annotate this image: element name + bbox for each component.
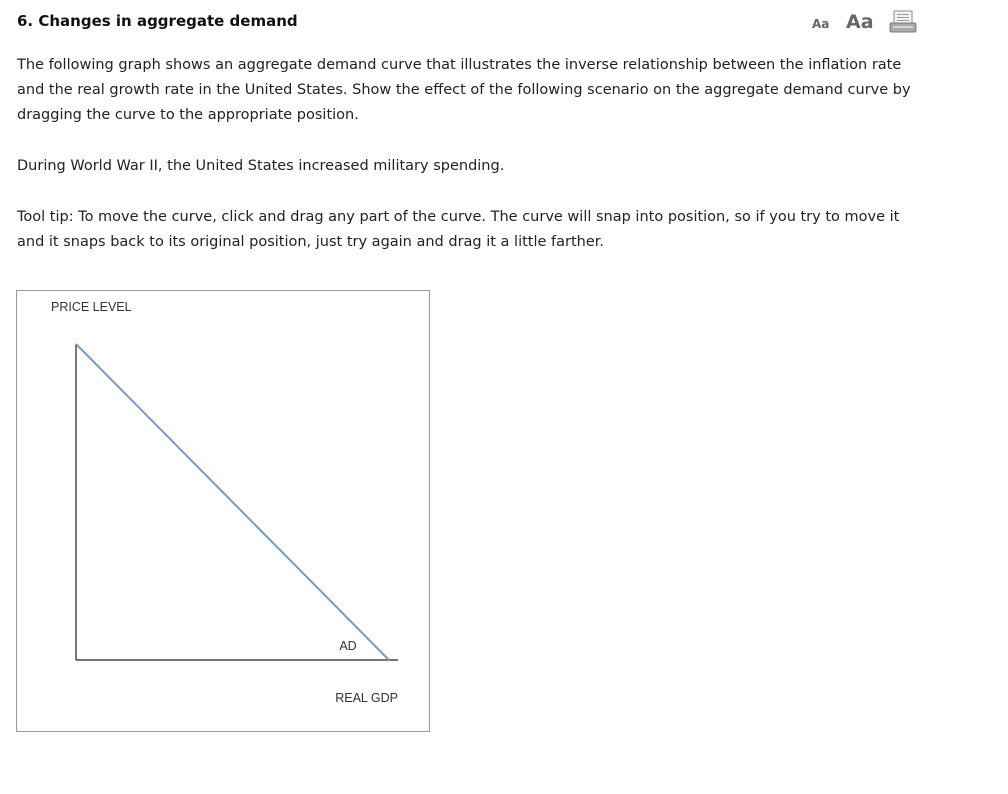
ad-curve-label: AD bbox=[339, 639, 357, 653]
graph-panel bbox=[16, 290, 430, 732]
x-axis-label: REAL GDP bbox=[335, 691, 398, 705]
increase-font-button[interactable]: Aa bbox=[846, 11, 874, 33]
aggregate-demand-chart bbox=[17, 291, 431, 733]
y-axis-label: PRICE LEVEL bbox=[51, 300, 132, 314]
tool-tip-paragraph: Tool tip: To move the curve, click and drag any part of the curve. The curve will snap into position, so if you try to move it and it snaps back to its original position, just try again and drag it a little farther. bbox=[17, 209, 900, 250]
ad-curve[interactable] bbox=[76, 344, 389, 660]
instructions-paragraph: The following graph shows an aggregate demand curve that illustrates the inverse relationship between the inflation rate and the real growth rate in the United States. Show the effect of the following scenario on the aggregate demand curve by dragging the curve to the appropriate position. bbox=[17, 57, 911, 123]
print-icon bbox=[889, 10, 917, 34]
print-button[interactable] bbox=[889, 10, 917, 34]
decrease-font-button[interactable]: Aa bbox=[812, 17, 830, 31]
scenario-paragraph: During World War II, the United States increased military spending. bbox=[17, 158, 505, 174]
question-title: 6. Changes in aggregate demand bbox=[17, 12, 298, 30]
